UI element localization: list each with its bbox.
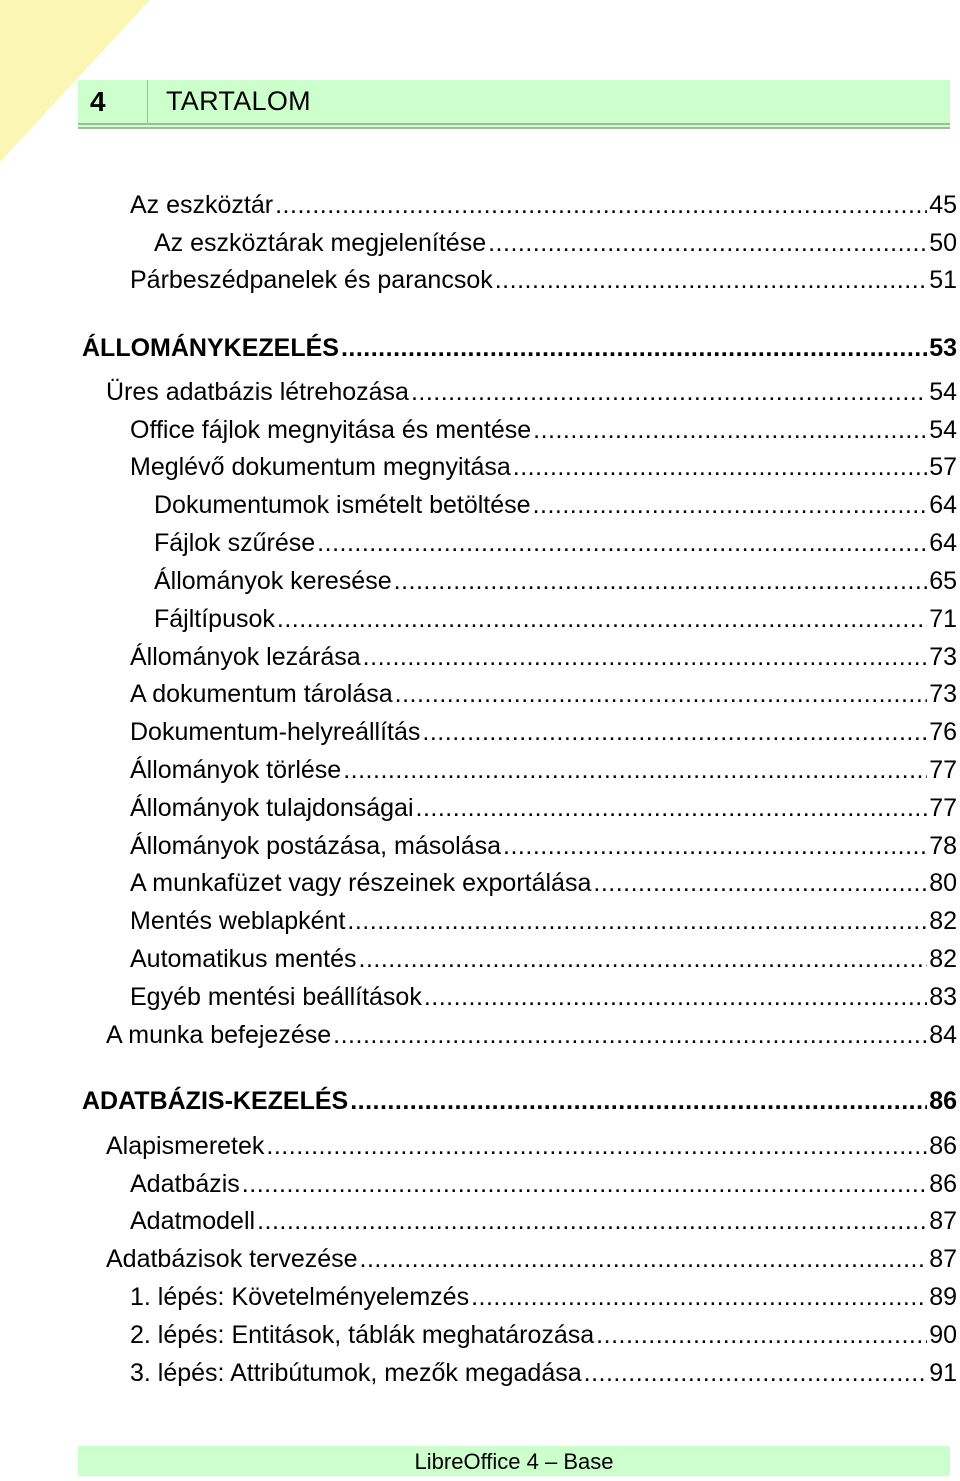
toc-entry-page: 64 [929,491,957,519]
toc-entry[interactable] [154,489,957,521]
toc-entry-title: Alapismeretek [106,1132,265,1160]
toc-entry-page: 73 [929,680,957,708]
toc-entry-title: A munka befejezése [106,1021,332,1049]
toc-entry-page: 87 [929,1245,957,1273]
toc-leader-dots [394,565,928,597]
toc-entry[interactable] [130,1168,957,1200]
toc-leader-dots [242,1168,927,1200]
toc-leader-dots [266,1130,927,1162]
toc-entry-title: Dokumentumok ismételt betöltése [154,491,531,519]
toc-entry[interactable] [106,1130,957,1162]
toc-entry-page: 80 [929,869,957,897]
toc-leader-dots [593,867,927,899]
toc-leader-dots [503,830,927,862]
toc-entry[interactable] [130,754,957,786]
toc-entry[interactable] [154,565,957,597]
toc-entry-page: 87 [929,1207,957,1235]
toc-entry-page: 57 [929,453,957,481]
toc-entry[interactable] [130,264,957,296]
toc-entry[interactable] [130,1357,957,1389]
toc-entry-page: 77 [929,794,957,822]
toc-entry-title: Állományok lezárása [130,643,361,671]
toc-entry-page: 86 [929,1087,957,1115]
toc-leader-dots [343,754,927,786]
toc-leader-dots [495,264,927,296]
toc-entry-title: Üres adatbázis létrehozása [106,378,409,406]
toc-entry[interactable] [154,603,957,635]
toc-entry[interactable] [130,189,957,221]
toc-entry-title: 3. lépés: Attribútumok, mezők megadása [130,1359,582,1387]
toc-entry-title: Adatmodell [130,1207,256,1235]
toc-leader-dots [533,489,928,521]
toc-entry-page: 65 [929,567,957,595]
toc-entry[interactable] [130,678,957,710]
toc-leader-dots [584,1357,928,1389]
toc-entry-title: Adatbázis [130,1170,240,1198]
toc-leader-dots [411,376,927,408]
toc-leader-dots [424,981,927,1013]
toc-leader-dots [350,1085,927,1117]
toc-leader-dots [359,943,928,975]
toc-leader-dots [275,189,927,221]
chapter-title: TARTALOM [166,86,311,116]
toc-entry[interactable] [130,1205,957,1237]
toc-entry-page: 76 [929,718,957,746]
toc-leader-dots [533,414,927,446]
toc-entry-title: Az eszköztár [130,191,274,219]
toc-entry-page: 86 [929,1170,957,1198]
toc-entry[interactable] [130,414,957,446]
toc-entry-page: 82 [929,907,957,935]
toc-entry[interactable] [106,1243,957,1275]
toc-entry-title: Állományok törlése [130,756,342,784]
toc-entry[interactable] [130,1319,957,1351]
toc-entry[interactable] [130,867,957,899]
toc-entry[interactable] [130,943,957,975]
toc-entry-page: 83 [929,983,957,1011]
toc-leader-dots [277,603,927,635]
toc-entry-title: Állományok keresése [154,567,392,595]
toc-entry-page: 64 [929,529,957,557]
toc-entry-title: Fájltípusok [154,605,275,633]
toc-entry-page: 54 [929,416,957,444]
toc-entry[interactable] [130,451,957,483]
toc-entry-page: 78 [929,832,957,860]
toc-entry-title: ÁLLOMÁNYKEZELÉS [82,334,339,362]
toc-entry-page: 45 [929,191,957,219]
toc-entry[interactable] [130,981,957,1013]
toc-section-entry[interactable] [82,1085,957,1117]
toc-leader-dots [488,227,927,259]
toc-entry[interactable] [130,1281,957,1313]
toc-leader-dots [596,1319,927,1351]
toc-entry-title: Adatbázisok tervezése [106,1245,358,1273]
toc-entry-page: 89 [929,1283,957,1311]
toc-entry[interactable] [130,905,957,937]
toc-section-entry[interactable] [82,332,957,364]
toc-entry-page: 71 [929,605,957,633]
toc-entry[interactable] [130,792,957,824]
chapter-header [78,80,950,129]
toc-entry-page: 84 [929,1021,957,1049]
toc-entry-page: 77 [929,756,957,784]
toc-leader-dots [363,641,928,673]
toc-entry-title: Párbeszédpanelek és parancsok [130,266,493,294]
toc-entry-title: A munkafüzet vagy részeinek exportálása [130,869,592,897]
toc-entry-title: Állományok tulajdonságai [130,794,414,822]
toc-entry-title: Automatikus mentés [130,945,357,973]
toc-entry[interactable] [154,227,957,259]
toc-entry-title: Dokumentum-helyreállítás [130,718,421,746]
toc-entry[interactable] [130,830,957,862]
toc-entry-title: Fájlok szűrése [154,529,316,557]
toc-entry-page: 53 [929,334,957,362]
toc-entry-page: 73 [929,643,957,671]
toc-entry-title: ADATBÁZIS-KEZELÉS [82,1087,349,1115]
toc-entry[interactable] [130,641,957,673]
toc-entry-page: 82 [929,945,957,973]
page-footer: LibreOffice 4 – Base [78,1446,950,1476]
toc-entry-title: 1. lépés: Követelményelemzés [130,1283,470,1311]
toc-entry-page: 86 [929,1132,957,1160]
toc-entry[interactable] [130,716,957,748]
toc-entry[interactable] [154,527,957,559]
toc-entry[interactable] [106,376,957,408]
toc-leader-dots [422,716,927,748]
toc-entry-title: Az eszköztárak megjelenítése [154,229,487,257]
toc-entry-title: Állományok postázása, másolása [130,832,502,860]
toc-leader-dots [333,1019,927,1051]
toc-leader-dots [513,451,927,483]
toc-entry-page: 91 [929,1359,957,1387]
toc-entry-title: Egyéb mentési beállítások [130,983,422,1011]
toc-entry-page: 54 [929,378,957,406]
toc-entry-page: 90 [929,1321,957,1349]
toc-entry[interactable] [106,1019,957,1051]
toc-entry-page: 50 [929,229,957,257]
toc-leader-dots [395,678,928,710]
toc-leader-dots [317,527,927,559]
toc-entry-page: 51 [929,266,957,294]
toc-entry-title: Meglévő dokumentum megnyitása [130,453,511,481]
toc-leader-dots [416,792,928,824]
toc-entry-title: 2. lépés: Entitások, táblák meghatározása [130,1321,595,1349]
toc-leader-dots [471,1281,927,1313]
toc-leader-dots [341,332,927,364]
toc-leader-dots [360,1243,928,1275]
toc-leader-dots [257,1205,927,1237]
chapter-number: 4 [78,80,148,123]
toc-entry-title: A dokumentum tárolása [130,680,393,708]
toc-entry-title: Mentés weblapként [130,907,346,935]
toc-entry-title: Office fájlok megnyitása és mentése [130,416,532,444]
toc-leader-dots [347,905,927,937]
